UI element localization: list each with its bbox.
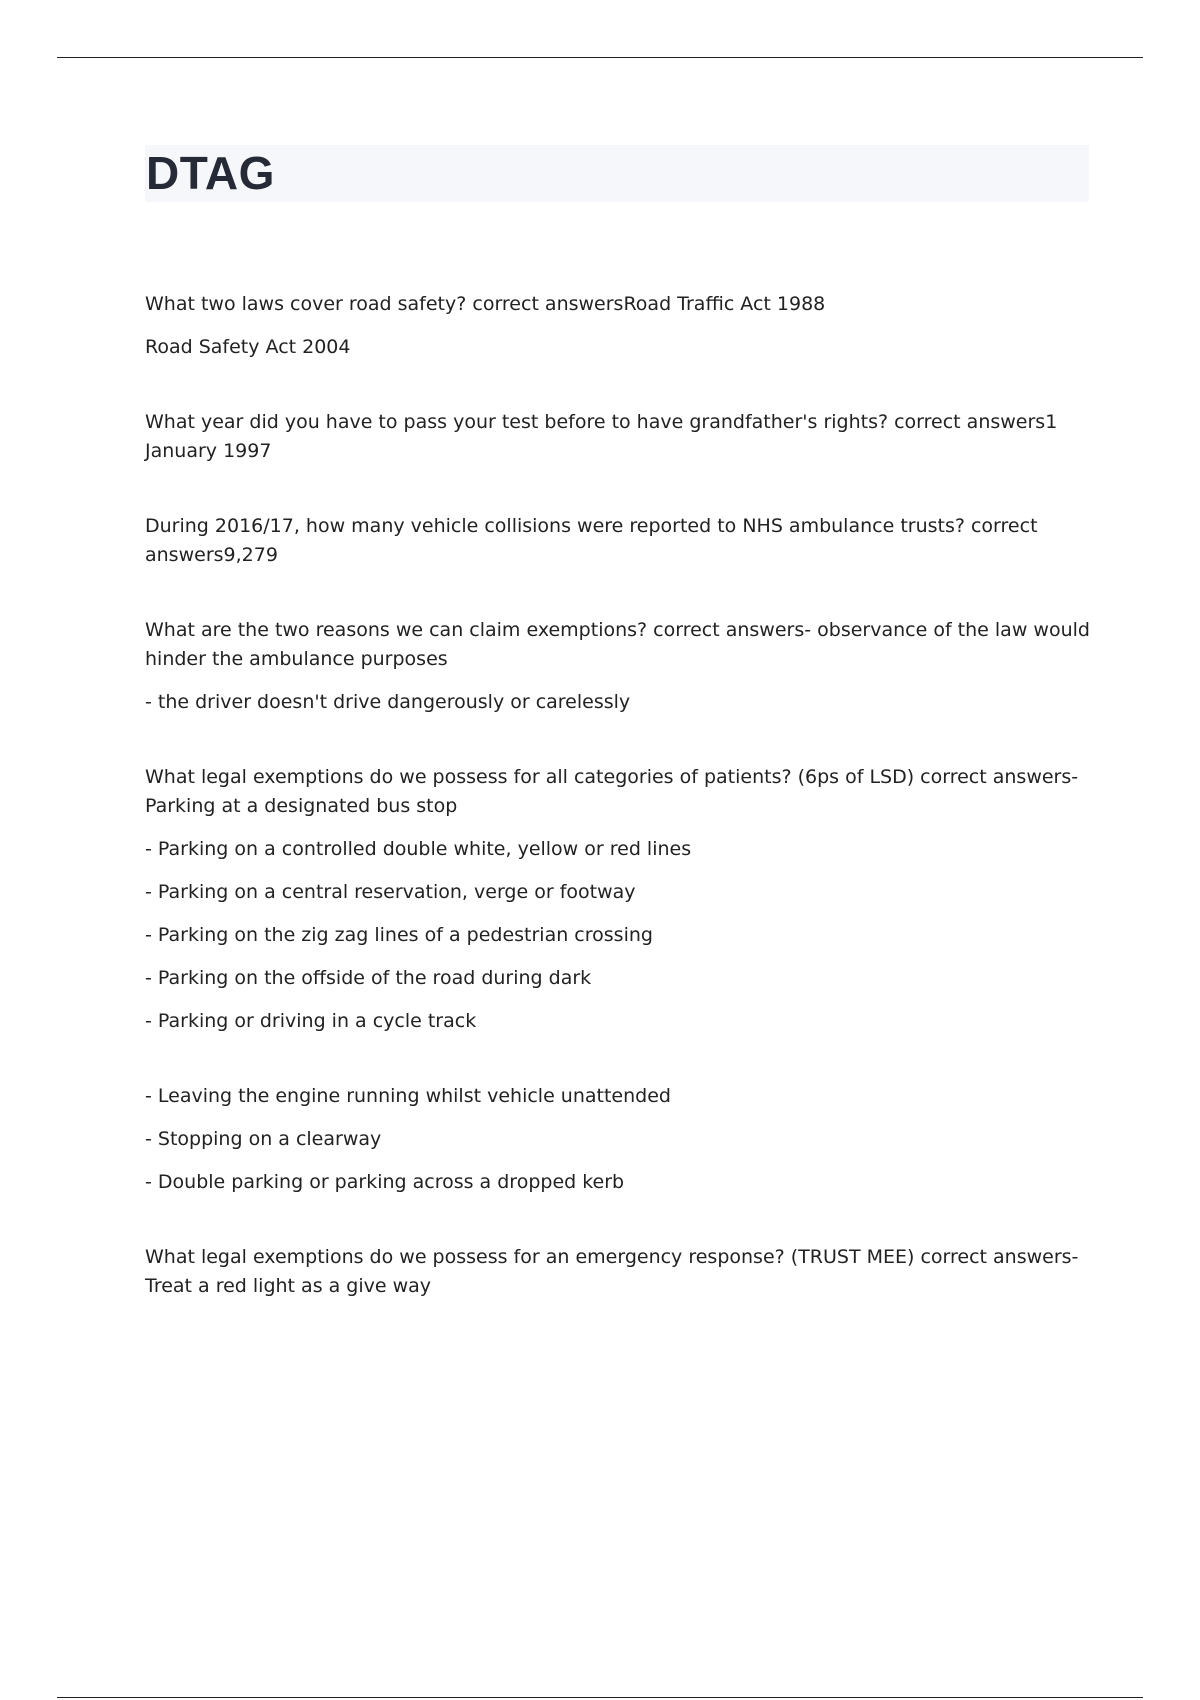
list-item: - Parking on the offside of the road during dark — [145, 967, 592, 989]
top-rule — [57, 57, 1143, 58]
paragraph: What year did you have to pass your test before to have grandfather's rights? correct answers1 January 1997 — [145, 411, 1064, 462]
paragraph: What legal exemptions do we possess for an emergency response? (TRUST MEE) correct answers- Treat a red light as a give way — [145, 1246, 1085, 1297]
list-item: - Leaving the engine running whilst vehicle unattended — [145, 1085, 671, 1107]
qa-exemption-reasons — [145, 616, 1095, 717]
qa-vehicle-collisions — [145, 512, 1095, 570]
list-item: - Parking on a controlled double white, yellow or red lines — [145, 838, 692, 860]
paragraph: - the driver doesn't drive dangerously or carelessly — [145, 691, 631, 713]
list-item: - Stopping on a clearway — [145, 1128, 382, 1150]
paragraph: What legal exemptions do we possess for all categories of patients? (6ps of LSD) correct answers- Parking at a designated bus stop — [145, 766, 1085, 817]
paragraph: During 2016/17, how many vehicle collisions were reported to NHS ambulance trusts? correct answers9,279 — [145, 515, 1044, 566]
qa-grandfather-rights — [145, 408, 1095, 466]
list-item: - Parking on a central reservation, verge or footway — [145, 881, 636, 903]
list-item: - Parking or driving in a cycle track — [145, 1010, 477, 1032]
document-body — [145, 290, 1095, 1347]
bottom-rule — [57, 1697, 1143, 1698]
paragraph: What are the two reasons we can claim exemptions? correct answers- observance of the law would hinder the ambulance purposes — [145, 619, 1096, 670]
qa-patient-exemptions-continued — [145, 1082, 1095, 1197]
qa-emergency-response-exemptions — [145, 1243, 1095, 1301]
paragraph: Road Safety Act 2004 — [145, 336, 351, 358]
title-band — [145, 145, 1089, 202]
qa-patient-exemptions — [145, 763, 1095, 1036]
paragraph: What two laws cover road safety? correct answersRoad Traffic Act 1988 — [145, 293, 826, 315]
list-item: - Parking on the zig zag lines of a pedestrian crossing — [145, 924, 653, 946]
list-item: - Double parking or parking across a dropped kerb — [145, 1171, 625, 1193]
document-title: DTAG — [146, 147, 275, 199]
qa-road-safety-laws — [145, 290, 1095, 362]
